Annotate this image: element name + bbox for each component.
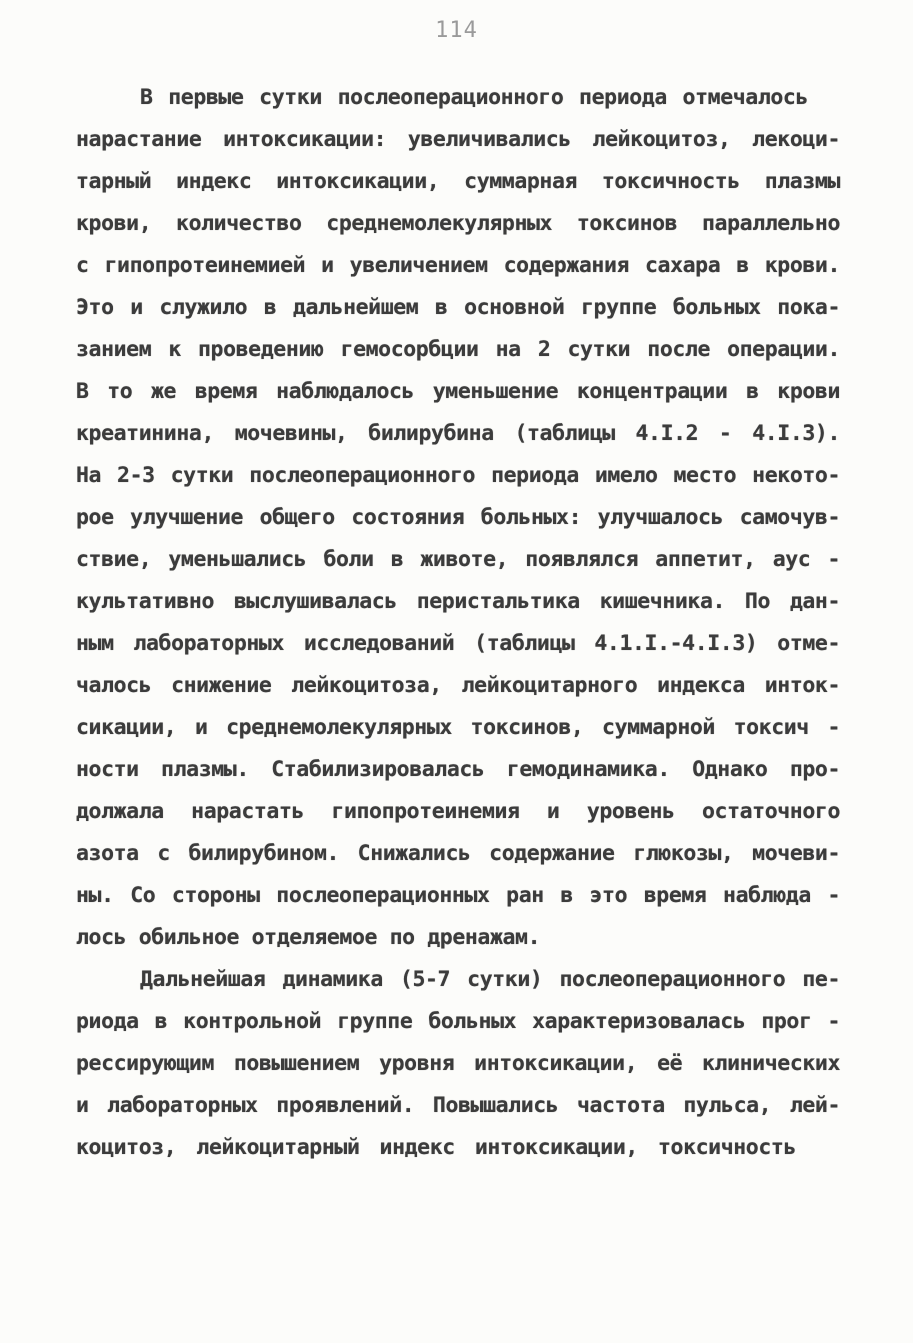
text-line: чалось снижение лейкоцитоза, лейкоцитарного индекса инток- (76, 673, 840, 698)
text-line: Это и служило в дальнейшем в основной группе больных пока- (76, 295, 840, 320)
text-line: креатинина, мочевины, билирубина (таблицы 4.I.2 - 4.I.3). (76, 421, 840, 446)
text-line: сикации, и среднемолекулярных токсинов, суммарной токсич - (76, 715, 840, 740)
text-line: На 2-3 сутки послеоперационного периода имело место некото- (76, 463, 840, 488)
text-line: азота с билирубином. Снижались содержание глюкозы, мочеви- (76, 841, 840, 866)
text-line: коцитоз, лейкоцитарный индекс интоксикации, токсичность (76, 1135, 796, 1160)
text-line: ствие, уменьшались боли в животе, появлялся аппетит, аус - (76, 547, 840, 572)
page-number: 114 (435, 18, 478, 43)
text-line: рое улучшение общего состояния больных: улучшалось самочув- (76, 505, 840, 530)
text-line: культативно выслушивалась перистальтика кишечника. По дан- (76, 589, 840, 614)
text-line: рессирующим повышением уровня интоксикации, её клинических (76, 1051, 840, 1076)
text-line: должала нарастать гипопротеинемия и уровень остаточного (76, 799, 840, 824)
text-line: В первые сутки послеоперационного периода отмечалось (140, 85, 808, 110)
text-line: тарный индекс интоксикации, суммарная токсичность плазмы (76, 169, 840, 194)
text-line: риода в контрольной группе больных характеризовалась прог - (76, 1009, 840, 1034)
text-line: и лабораторных проявлений. Повышались частота пульса, лей- (76, 1093, 840, 1118)
text-line: ности плазмы. Стабилизировалась гемодинамика. Однако про- (76, 757, 840, 782)
text-line: крови, количество среднемолекулярных токсинов параллельно (76, 211, 840, 236)
text-line: занием к проведению гемосорбции на 2 сутки после операции. (76, 337, 840, 362)
text-line: лось обильное отделяемое по дренажам. (76, 925, 541, 950)
text-line: ны. Со стороны послеоперационных ран в это время наблюда - (76, 883, 840, 908)
text-line: ным лабораторных исследований (таблицы 4.1.I.-4.I.3) отме- (76, 631, 840, 656)
text-line: с гипопротеинемией и увеличением содержания сахара в крови. (76, 253, 840, 278)
text-line: Дальнейшая динамика (5-7 сутки) послеоперационного пе- (140, 967, 840, 992)
text-line: В то же время наблюдалось уменьшение концентрации в крови (76, 379, 840, 404)
text-line: нарастание интоксикации: увеличивались лейкоцитоз, лекоци- (76, 127, 840, 152)
